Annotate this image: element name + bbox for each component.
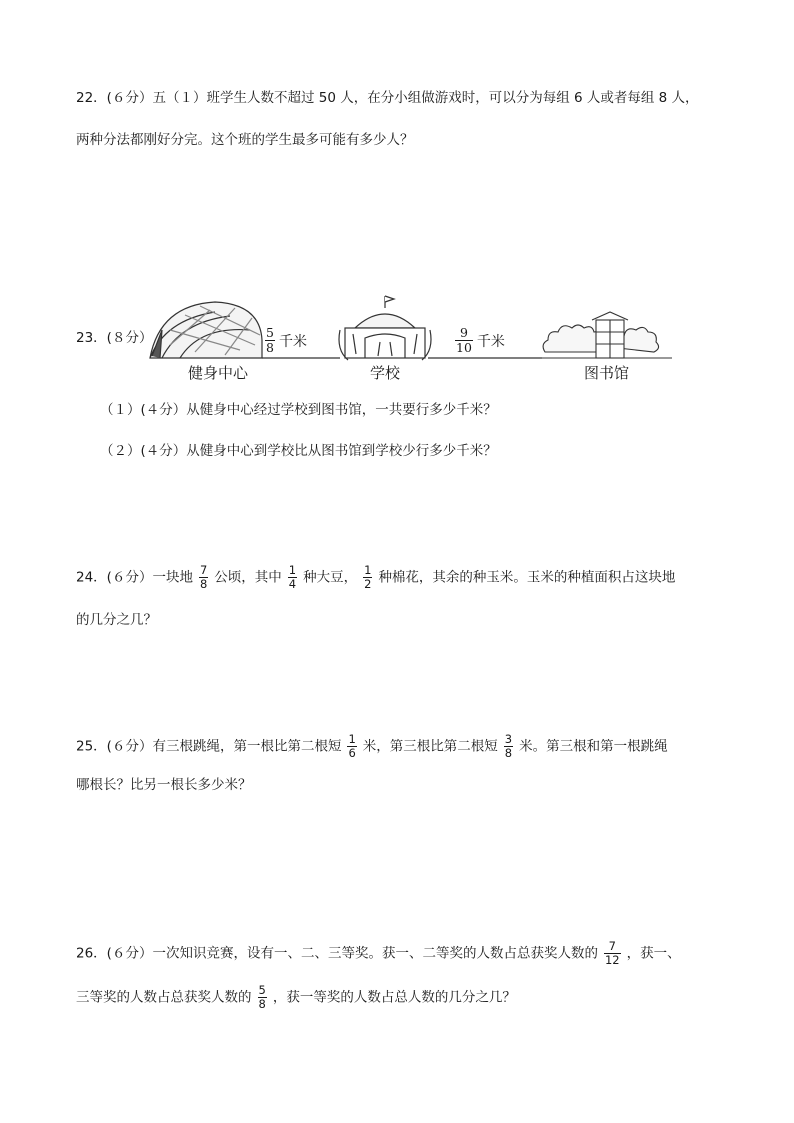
fraction-numerator: 1: [364, 563, 372, 577]
fraction-1-4: [288, 564, 297, 591]
fraction-denominator: 8: [266, 340, 274, 355]
q26-line2: [76, 984, 516, 1011]
q22-line1: 22．(６分）五（１）班学生人数不超过 50 人，在分小组做游戏时，可以分为每组 6 人或者每组 8 人，: [76, 90, 699, 106]
fraction-numerator: 9: [459, 325, 468, 340]
fraction-numerator: 5: [266, 325, 274, 340]
q25-text-b: 米，第三根比第二根短: [362, 738, 498, 755]
fraction-denominator: 8: [504, 746, 513, 760]
fraction-9-10: [455, 326, 473, 355]
fraction-denominator: 2: [364, 577, 372, 591]
fraction-numerator: 1: [288, 563, 297, 577]
route-diagram: [140, 290, 680, 390]
fraction-5-8: [258, 984, 267, 1011]
school-building-icon: [339, 296, 431, 360]
q23-sub2: （２）(４分）从健身中心到学校比从图书馆到学校少行多少千米？: [100, 443, 497, 459]
label-gym: 健身中心: [188, 364, 249, 382]
fraction-numerator: 7: [608, 939, 616, 953]
q24-line1: [76, 564, 675, 591]
fraction-7-12: [604, 940, 621, 967]
q25-text-c: 米。第三根和第一根跳绳: [519, 738, 668, 755]
q26-text-a: 26．(６分）一次知识竞赛，设有一、二、三等奖。获一、二等奖的人数占总获奖人数的: [76, 945, 598, 962]
distance-unit: 千米: [476, 333, 505, 350]
q24-line2: 的几分之几？: [76, 612, 157, 628]
fraction-3-8: [504, 733, 513, 760]
fraction-denominator: 8: [199, 577, 208, 591]
label-school: 学校: [370, 364, 401, 382]
distance-unit: 千米: [278, 333, 307, 350]
fraction-1-6: [347, 733, 356, 760]
fraction-denominator: 6: [348, 746, 356, 760]
q23-heading: 23．(８分）: [76, 330, 153, 346]
fraction-denominator: 10: [456, 340, 472, 355]
q24-text-b: 公顷，其中: [214, 569, 282, 586]
q22-line2: 两种分法都刚好分完。这个班的学生最多可能有多少人？: [76, 132, 414, 148]
fraction-1-2: [363, 564, 372, 591]
fraction-denominator: 12: [604, 953, 620, 967]
fraction-numerator: 3: [504, 732, 513, 746]
q26-text-b: ，获一、: [626, 945, 681, 962]
q26-text-d: ，获一等奖的人数占总人数的几分之几？: [272, 989, 516, 1006]
fraction-numerator: 1: [348, 732, 356, 746]
fraction-7-8: [199, 564, 208, 591]
fraction-numerator: 5: [258, 983, 266, 997]
q24-text-a: 24．(６分）一块地: [76, 569, 193, 586]
distance-gym-school: [265, 326, 307, 355]
q24-text-d: 种棉花，其余的种玉米。玉米的种植面积占这块地: [378, 569, 676, 586]
fraction-denominator: 4: [288, 577, 297, 591]
fraction-denominator: 8: [258, 997, 266, 1011]
gym-building-icon: [150, 302, 262, 358]
q26-line1: [76, 940, 681, 967]
q25-line1: [76, 733, 668, 760]
library-building-icon: [540, 312, 672, 358]
fraction-5-8: [265, 326, 275, 355]
q23-sub1: （１）(４分）从健身中心经过学校到图书馆，一共要行多少千米？: [100, 402, 497, 418]
q24-text-c: 种大豆，: [303, 569, 358, 586]
label-library: 图书馆: [584, 364, 630, 382]
fraction-numerator: 7: [199, 563, 208, 577]
distance-school-library: [455, 326, 505, 355]
q26-text-c: 三等奖的人数占总获奖人数的: [76, 989, 252, 1006]
q25-line2: 哪根长？比另一根长多少米？: [76, 777, 252, 793]
q25-text-a: 25．(６分）有三根跳绳，第一根比第二根短: [76, 738, 342, 755]
